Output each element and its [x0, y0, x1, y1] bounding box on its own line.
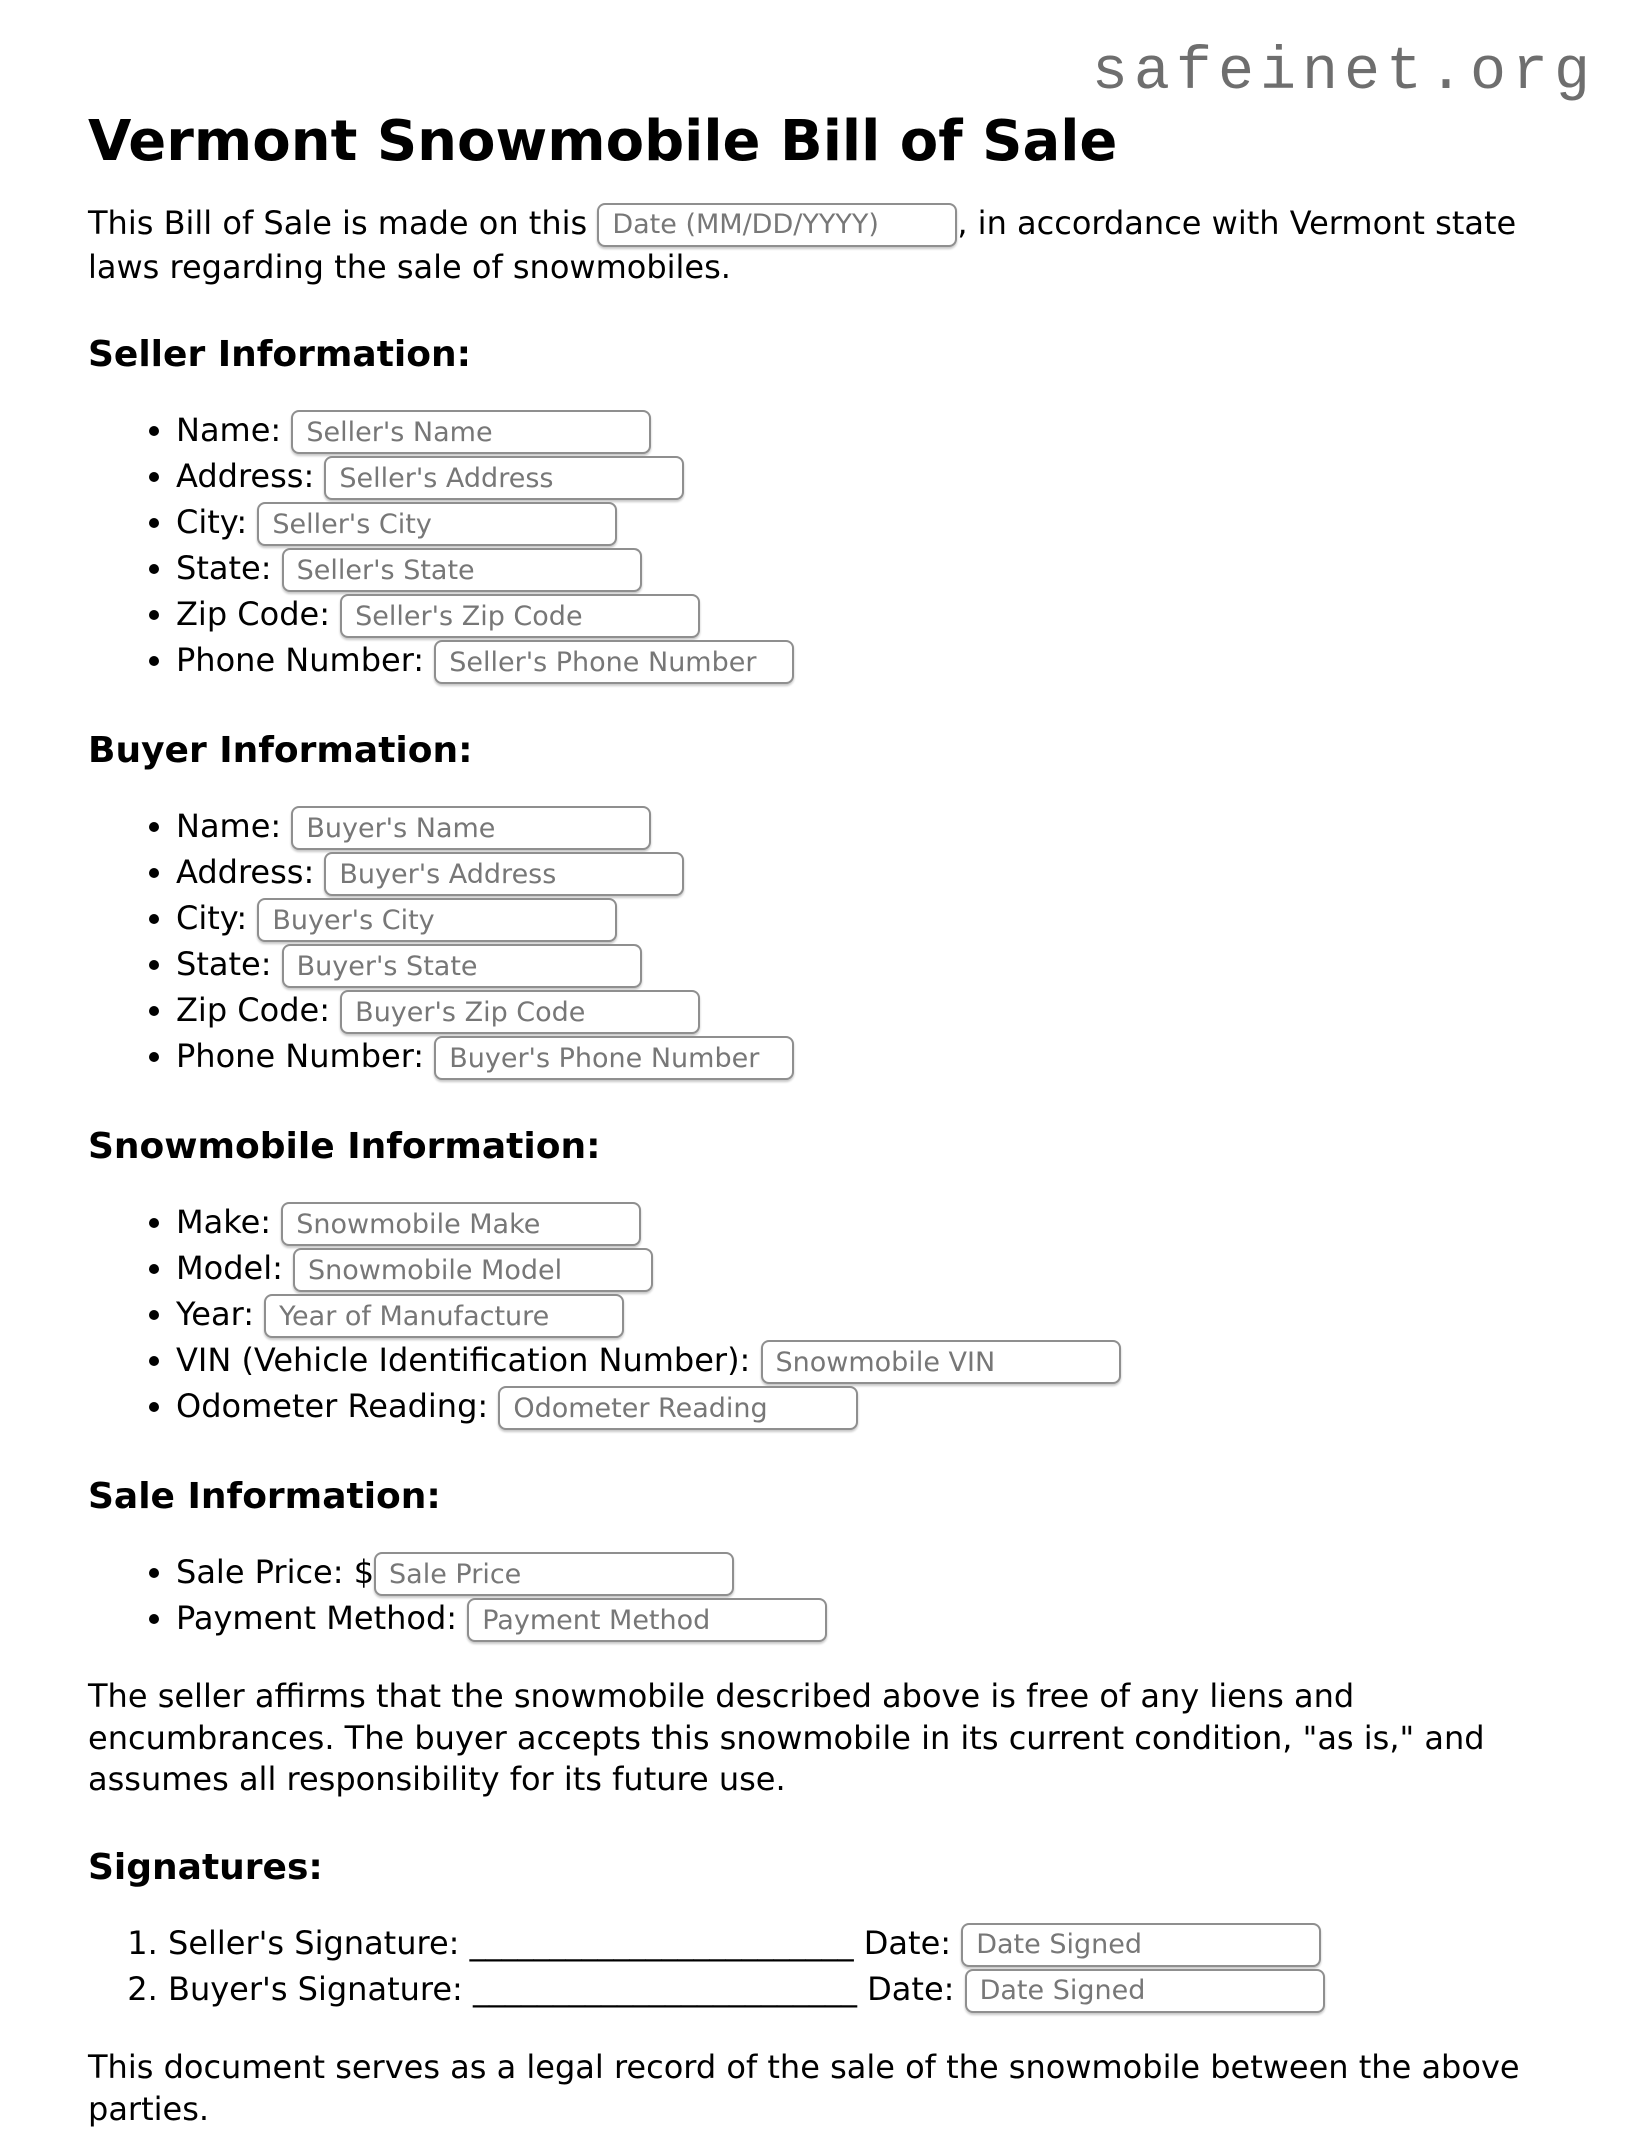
- affirmation-paragraph: The seller affirms that the snowmobile described above is free of any liens and encumbrances. The buyer accepts this snowmobile in its current condition, "as is," and assumes all responsibility for its future use.: [88, 1677, 1485, 1799]
- seller-address-input[interactable]: [324, 456, 684, 500]
- intro-text-after: , in accordance with Vermont state laws regarding the sale of snowmobiles.: [88, 203, 1517, 286]
- seller-phone-row: [176, 639, 1556, 684]
- seller-signature-line: ________________________: [469, 1923, 854, 1962]
- snowmobile-odometer-input[interactable]: [498, 1386, 858, 1430]
- seller-name-row: [176, 409, 1556, 454]
- currency-symbol: $: [353, 1553, 375, 1592]
- snowmobile-model-input[interactable]: [293, 1248, 653, 1292]
- buyer-phone-row: [176, 1035, 1556, 1080]
- snowmobile-odometer-label: Odometer Reading:: [176, 1387, 489, 1426]
- footer-note: This document serves as a legal record of the sale of the snowmobile between the above parties.: [88, 2047, 1520, 2128]
- buyer-signature-label: Buyer's Signature:: [168, 1969, 463, 2008]
- date-input[interactable]: [597, 203, 957, 247]
- section-heading-sale: Sale Information:: [88, 1476, 441, 1518]
- seller-city-input[interactable]: [257, 502, 617, 546]
- buyer-fields-list: [88, 805, 1556, 1080]
- seller-zip-label: Zip Code:: [176, 595, 330, 634]
- seller-name-label: Name:: [176, 411, 282, 450]
- snowmobile-vin-row: [176, 1339, 1556, 1384]
- seller-date-signed-input[interactable]: [961, 1923, 1321, 1967]
- buyer-state-row: [176, 943, 1556, 988]
- section-heading-seller: Seller Information:: [88, 334, 472, 376]
- section-heading-snowmobile: Snowmobile Information:: [88, 1126, 601, 1168]
- section-heading-signatures: Signatures:: [88, 1846, 323, 1888]
- snowmobile-year-input[interactable]: [264, 1294, 624, 1338]
- seller-address-label: Address:: [176, 457, 315, 496]
- buyer-date-label: Date:: [867, 1969, 955, 2008]
- snowmobile-year-label: Year:: [176, 1295, 254, 1334]
- snowmobile-odometer-row: [176, 1385, 1556, 1430]
- buyer-signature-line: ________________________: [472, 1969, 857, 2008]
- seller-state-label: State:: [176, 549, 272, 588]
- sale-price-input[interactable]: [374, 1552, 734, 1596]
- snowmobile-vin-input[interactable]: [761, 1340, 1121, 1384]
- sale-fields-list: [88, 1551, 1556, 1642]
- seller-signature-label: Seller's Signature:: [168, 1923, 460, 1962]
- buyer-address-label: Address:: [176, 853, 315, 892]
- payment-method-row: [176, 1597, 1556, 1642]
- seller-name-input[interactable]: [291, 410, 651, 454]
- payment-method-label: Payment Method:: [176, 1599, 458, 1638]
- buyer-zip-row: [176, 989, 1556, 1034]
- intro-text-before: This Bill of Sale is made on this: [88, 203, 588, 242]
- snowmobile-vin-label: VIN (Vehicle Identification Number):: [176, 1341, 751, 1380]
- buyer-name-input[interactable]: [291, 806, 651, 850]
- seller-phone-label: Phone Number:: [176, 641, 425, 680]
- buyer-date-signed-input[interactable]: [965, 1969, 1325, 2013]
- seller-address-row: [176, 455, 1556, 500]
- buyer-state-input[interactable]: [282, 944, 642, 988]
- seller-city-label: City:: [176, 503, 248, 542]
- buyer-zip-input[interactable]: [340, 990, 700, 1034]
- buyer-address-row: [176, 851, 1556, 896]
- buyer-signature-row: [168, 1968, 1556, 2013]
- seller-phone-input[interactable]: [434, 640, 794, 684]
- buyer-phone-label: Phone Number:: [176, 1037, 425, 1076]
- buyer-name-row: [176, 805, 1556, 850]
- snowmobile-make-input[interactable]: [281, 1202, 641, 1246]
- seller-fields-list: [88, 409, 1556, 684]
- buyer-name-label: Name:: [176, 807, 282, 846]
- seller-date-label: Date:: [863, 1923, 952, 1962]
- snowmobile-fields-list: [88, 1201, 1556, 1430]
- page-title: Vermont Snowmobile Bill of Sale: [88, 109, 1118, 174]
- seller-state-row: [176, 547, 1556, 592]
- seller-zip-input[interactable]: [340, 594, 700, 638]
- seller-state-input[interactable]: [282, 548, 642, 592]
- buyer-phone-input[interactable]: [434, 1036, 794, 1080]
- seller-zip-row: [176, 593, 1556, 638]
- payment-method-input[interactable]: [467, 1598, 827, 1642]
- snowmobile-year-row: [176, 1293, 1556, 1338]
- buyer-city-row: [176, 897, 1556, 942]
- signatures-list: [88, 1922, 1556, 2013]
- snowmobile-model-row: [176, 1247, 1556, 1292]
- section-heading-buyer: Buyer Information:: [88, 730, 473, 772]
- snowmobile-make-label: Make:: [176, 1203, 272, 1242]
- snowmobile-make-row: [176, 1201, 1556, 1246]
- buyer-address-input[interactable]: [324, 852, 684, 896]
- sale-price-row: [176, 1551, 1556, 1596]
- buyer-city-label: City:: [176, 899, 248, 938]
- buyer-city-input[interactable]: [257, 898, 617, 942]
- seller-signature-row: [168, 1922, 1556, 1967]
- site-logo: safeinet.org: [1091, 39, 1596, 107]
- buyer-state-label: State:: [176, 945, 272, 984]
- intro-paragraph: [88, 203, 1556, 289]
- sale-price-label: Sale Price:: [176, 1553, 344, 1592]
- snowmobile-model-label: Model:: [176, 1249, 283, 1288]
- seller-city-row: [176, 501, 1556, 546]
- buyer-zip-label: Zip Code:: [176, 991, 330, 1030]
